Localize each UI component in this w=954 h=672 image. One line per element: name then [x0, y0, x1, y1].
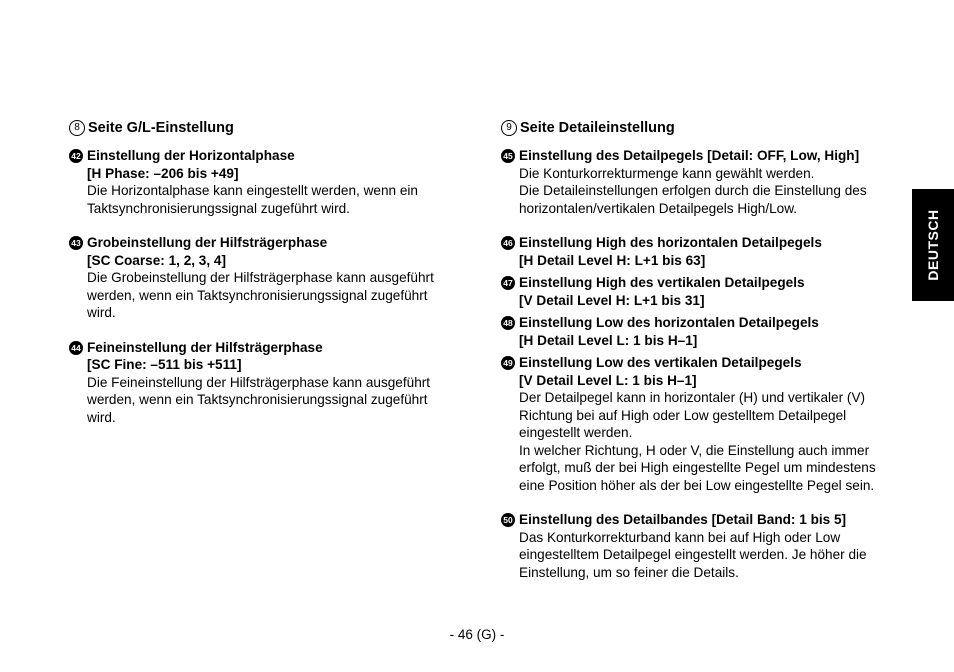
list-item [501, 511, 893, 581]
item-number-icon: 46 [501, 236, 515, 250]
left-column [69, 119, 449, 426]
item-number-icon: 49 [501, 356, 515, 370]
section-title-text: Seite Detaileinstellung [520, 120, 675, 136]
page-number: - 46 (G) - [449, 627, 505, 642]
item-number-icon: 47 [501, 276, 515, 290]
item-body: Die Feineinstellung der Hilfsträgerphase kann ausgeführt werden, wenn ein Taktsynchronisierungssignal zugeführt wird. [87, 374, 431, 425]
item-range: [H Detail Level H: L+1 bis 63] [519, 252, 706, 268]
item-range: [SC Coarse: 1, 2, 3, 4] [87, 252, 227, 268]
item-heading: Einstellung High des horizontalen Detailpegels [519, 235, 822, 250]
item-number-icon: 43 [69, 236, 83, 250]
language-tab [912, 189, 954, 301]
item-number-icon: 45 [501, 149, 515, 163]
section-title-text: Seite G/L-Einstellung [88, 120, 234, 136]
item-body-2: In welcher Richtung, H oder V, die Einstellung auch immer erfolgt, muß der bei High eingestellte Pegel um mindestens eine Position höher als der bei Low eingestellte Pegel sein. [519, 442, 876, 493]
item-range: [H Detail Level L: 1 bis H–1] [519, 332, 698, 348]
item-range: [V Detail Level L: 1 bis H–1] [519, 372, 697, 388]
list-item [501, 274, 893, 309]
item-body: Das Konturkorrekturband kann bei auf High oder Low eingestelltem Detailpegel eingestellt werden. Je höher die Einstellung, um so feiner die Details. [519, 529, 867, 580]
item-number-icon: 42 [69, 149, 83, 163]
list-item [501, 234, 893, 269]
item-number-icon: 48 [501, 316, 515, 330]
item-heading: Einstellung High des vertikalen Detailpegels [519, 275, 805, 290]
list-item [501, 354, 893, 494]
right-column [501, 119, 893, 581]
item-body-2: Die Detaileinstellungen erfolgen durch die Einstellung des horizontalen/vertikalen Detailpegels High/Low. [519, 183, 867, 216]
section-title-gl [69, 119, 449, 137]
list-item [501, 147, 893, 217]
item-range: [H Phase: –206 bis +49] [87, 165, 239, 181]
item-body: Die Konturkorrekturmenge kann gewählt werden. [519, 165, 815, 181]
item-heading: Einstellung Low des vertikalen Detailpegels [519, 355, 802, 370]
item-body: Der Detailpegel kann in horizontaler (H) und vertikaler (V) Richtung bei auf High oder Low gestelltem Detailpegel eingestellt werden. [519, 390, 866, 440]
item-range: [SC Fine: –511 bis +511] [87, 357, 242, 372]
item-body: Die Grobeinstellung der Hilfsträgerphase kann ausgeführt werden, wenn ein Taktsynchronisierungssignal zugeführt wird. [87, 270, 434, 320]
item-heading: Einstellung des Detailbandes [Detail Band: 1 bis 5] [519, 512, 847, 527]
item-number-icon: 44 [69, 341, 83, 355]
item-heading: Grobeinstellung der Hilfsträgerphase [87, 235, 328, 250]
item-body: Die Horizontalphase kann eingestellt werden, wenn ein Taktsynchronisierungssignal zugeführt wird. [87, 183, 418, 216]
item-range: [V Detail Level H: L+1 bis 31] [519, 292, 705, 308]
section-number-icon: 8 [69, 120, 85, 136]
language-tab-label: DEUTSCH [925, 209, 941, 281]
section-title-detail [501, 119, 893, 137]
list-item [501, 314, 893, 349]
item-heading: Einstellung des Detailpegels [Detail: OFF, Low, High] [519, 148, 860, 163]
list-item [69, 234, 449, 322]
section-number-icon: 9 [501, 120, 517, 136]
item-number-icon: 50 [501, 513, 515, 527]
item-heading: Einstellung Low des horizontalen Detailpegels [519, 315, 819, 330]
item-heading: Einstellung der Horizontalphase [87, 148, 295, 163]
list-item [69, 339, 449, 427]
list-item [69, 147, 449, 217]
item-heading: Feineinstellung der Hilfsträgerphase [87, 339, 323, 355]
